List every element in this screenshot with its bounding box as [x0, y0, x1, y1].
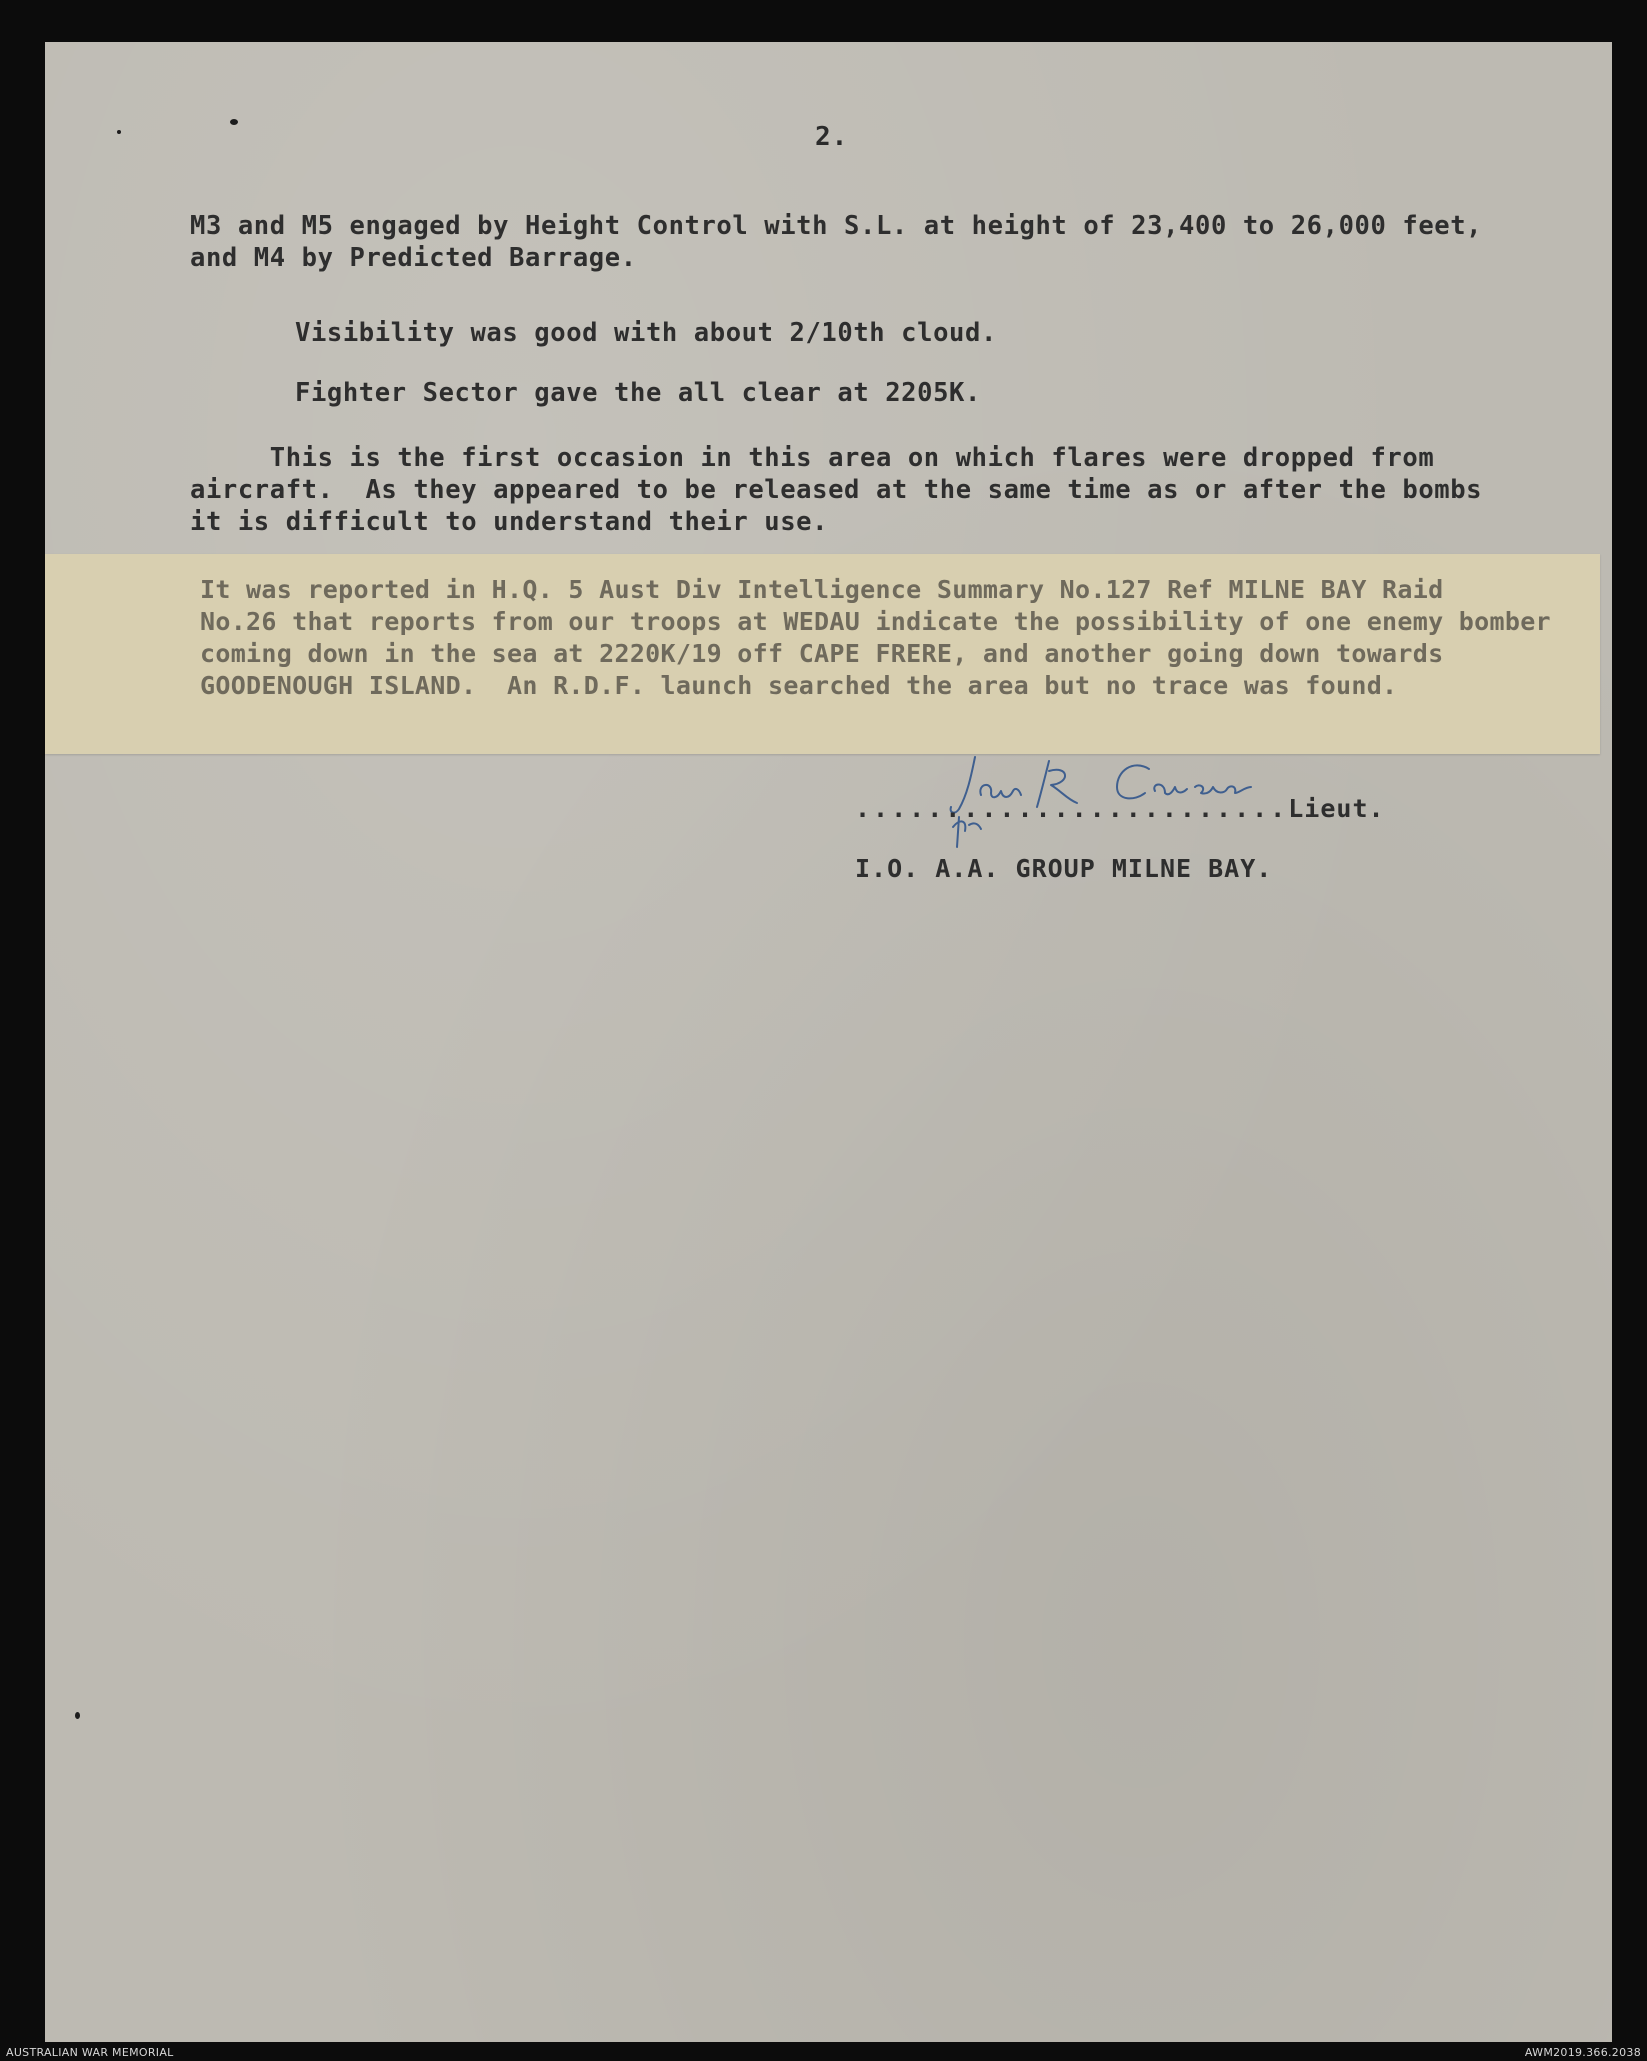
- footer-left: AUSTRALIAN WAR MEMORIAL: [6, 2046, 174, 2059]
- signature-line: [855, 794, 1385, 823]
- footer-right: AWM2019.366.2038: [1524, 2046, 1641, 2059]
- page-number: 2.: [815, 122, 849, 152]
- signature-rank: Lieut.: [1288, 794, 1385, 823]
- signatory-title: I.O. A.A. GROUP MILNE BAY.: [855, 854, 1273, 883]
- signature-dots: ........................: [855, 794, 1289, 823]
- ink-speck: [230, 119, 238, 125]
- paragraph-all-clear: Fighter Sector gave the all clear at 2205K.: [295, 378, 981, 408]
- paragraph-flares: This is the first occasion in this area on which flares were dropped from aircraft. As they appeared to be released at the same time as or after the bombs it is difficult to understand their use.: [190, 443, 1483, 537]
- paragraph-engagement: M3 and M5 engaged by Height Control with S.L. at height of 23,400 to 26,000 feet, and M4 by Predicted Barrage.: [190, 211, 1483, 273]
- paragraph-visibility: Visibility was good with about 2/10th cloud.: [295, 318, 997, 348]
- document-page: [45, 42, 1612, 2042]
- ink-speck: [75, 1712, 80, 1719]
- ink-speck: [117, 130, 121, 134]
- pasted-note-text: It was reported in H.Q. 5 Aust Div Intelligence Summary No.127 Ref MILNE BAY Raid No.26 that reports from our troops at WEDAU indicate the possibility of one enemy bomber coming down in the sea at 2220K/19 off CAPE FRERE, and another going down towards GOODENOUGH ISLAND. An R.D.F. launch searched the area but no trace was found.: [200, 575, 1551, 700]
- pasted-note-slip: [45, 554, 1600, 754]
